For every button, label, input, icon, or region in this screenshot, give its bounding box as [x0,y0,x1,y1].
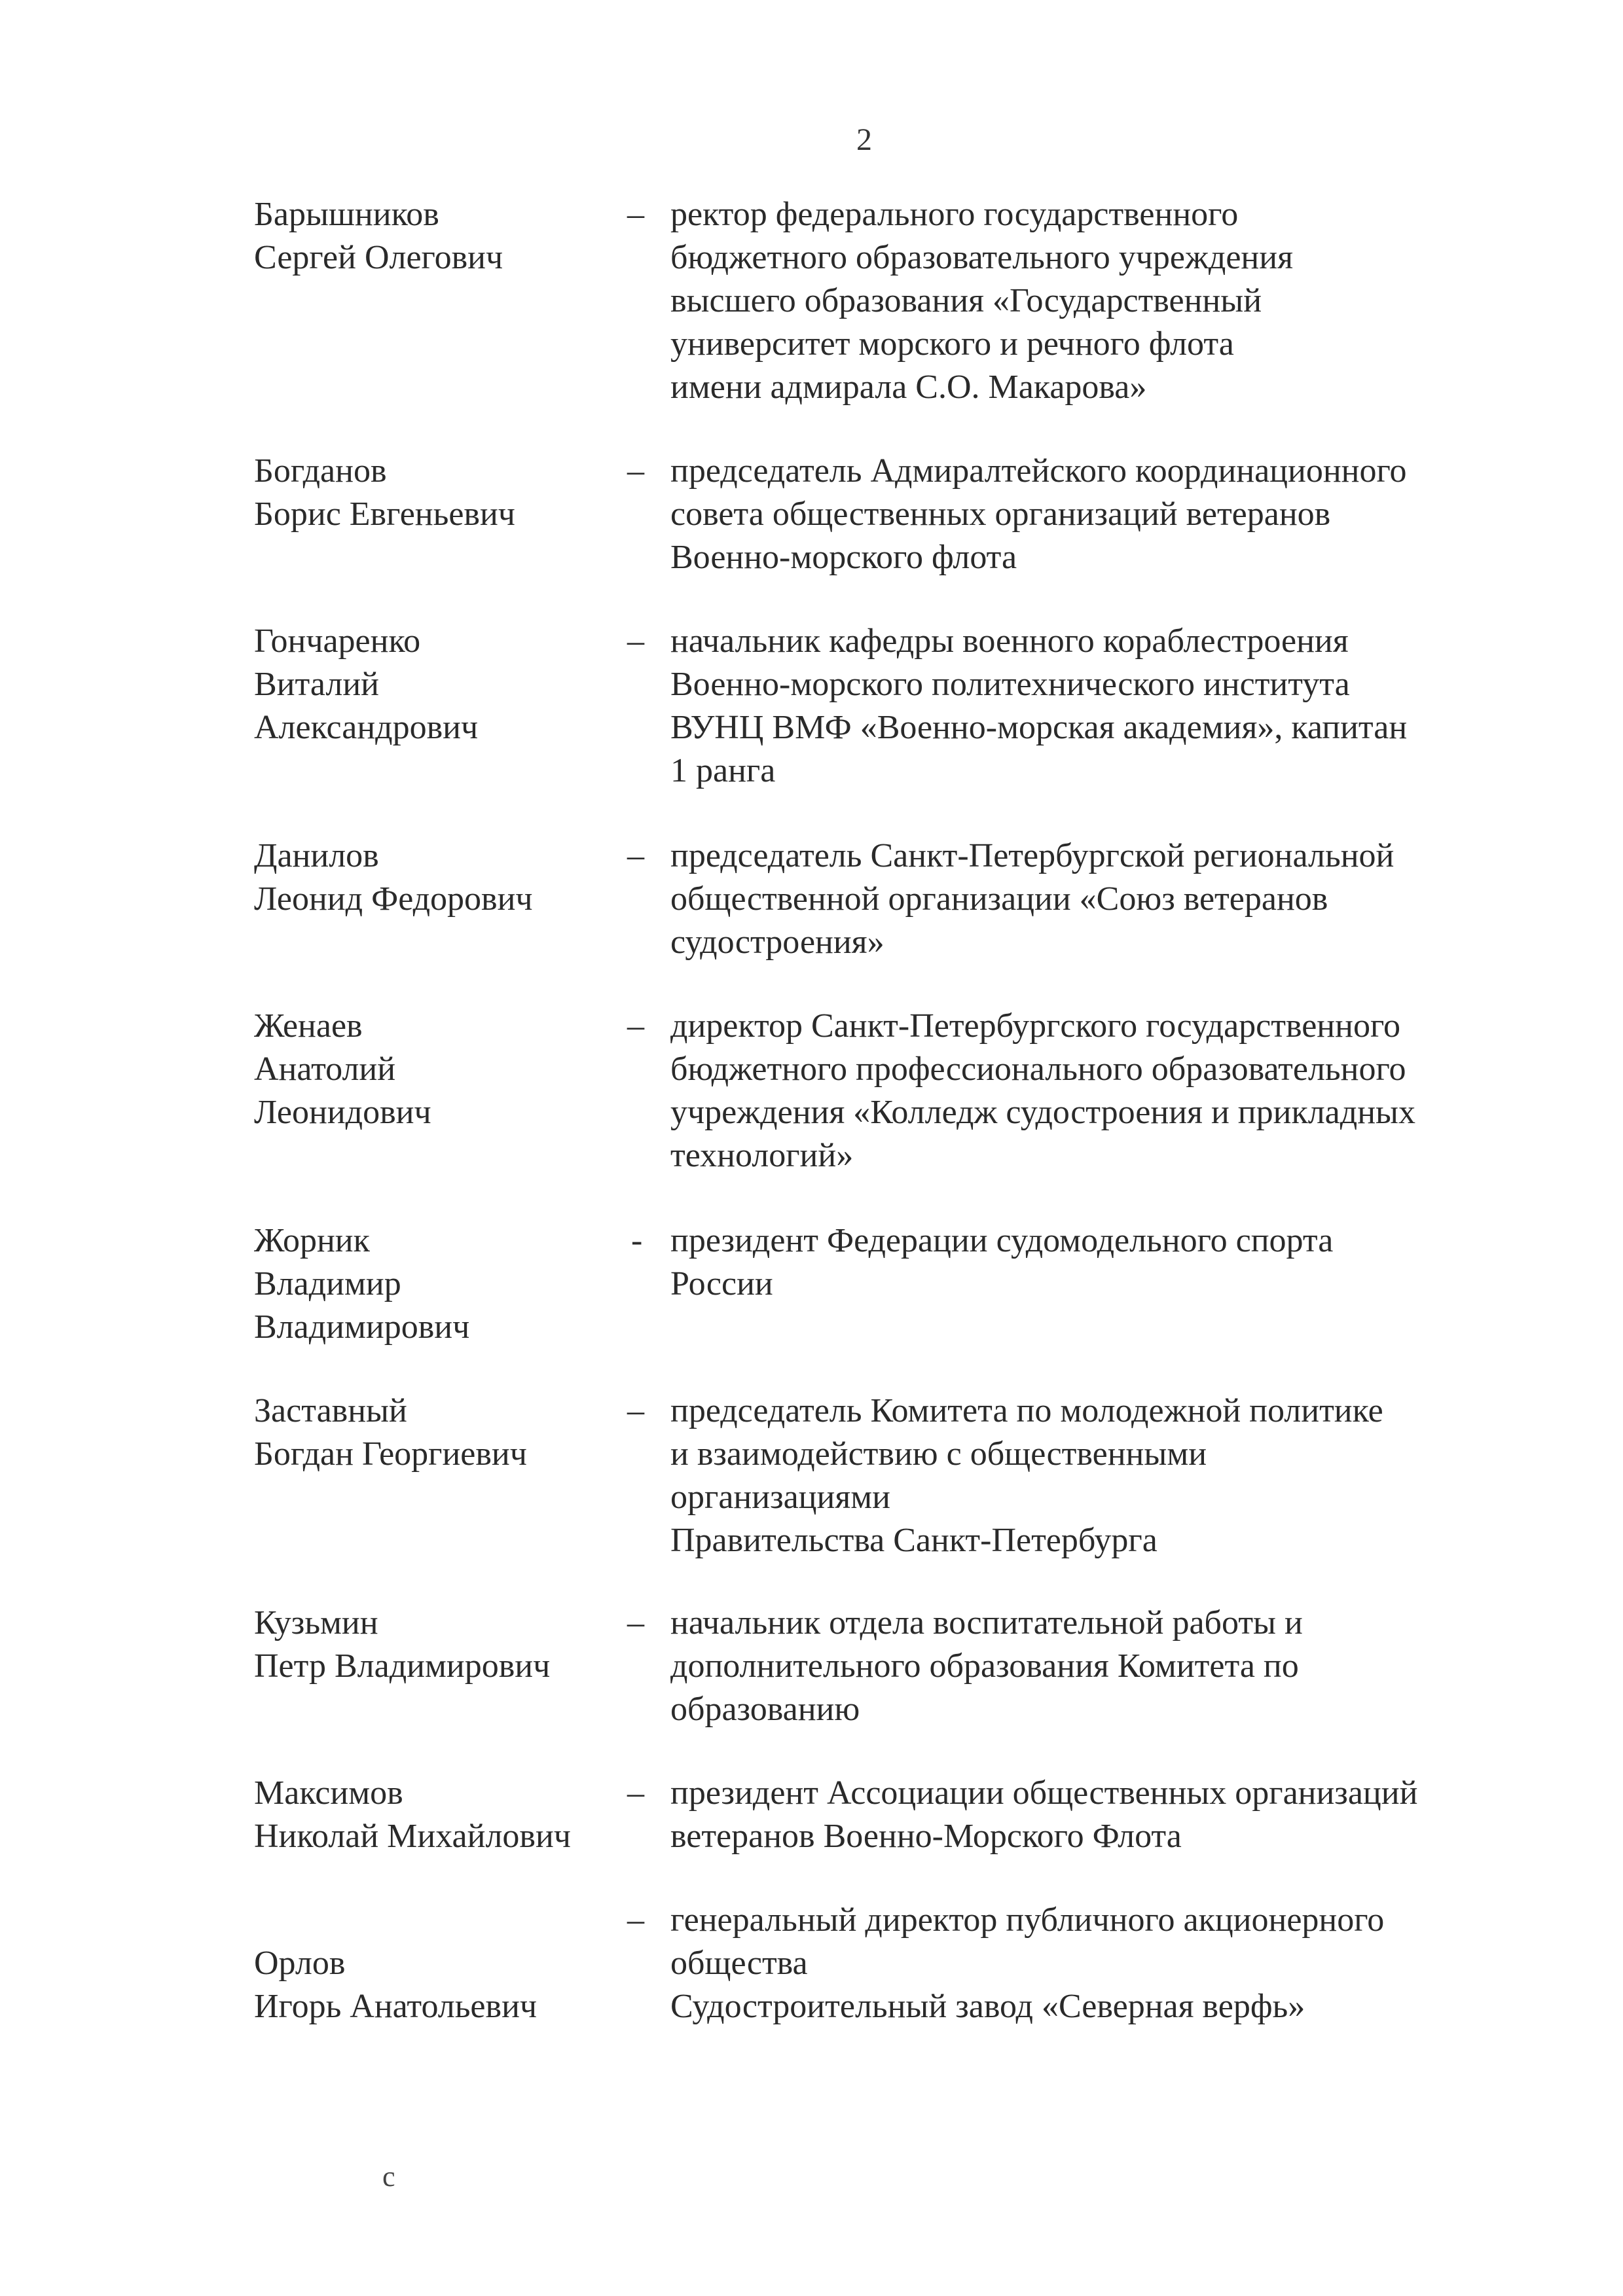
page-number: 2 [856,122,872,157]
position-line: Военно-морского флота [670,539,1017,576]
separator-dash: – [627,837,644,874]
name-line: Барышников [254,196,439,233]
member-position [670,1390,1522,1562]
name-line: Виталий [254,666,380,703]
position-line: высшего образования «Государственный [670,282,1262,319]
member-position [670,834,1522,964]
member-name [254,1005,621,1134]
member-name [254,1602,621,1688]
position-line: ВУНЦ ВМФ «Военно-морская академия», капитан [670,709,1408,746]
position-line: и взаимодействию с общественными [670,1435,1207,1473]
member-name [254,620,621,749]
member-name [254,193,621,279]
name-line: Женаев [254,1007,363,1045]
position-line: организациями [670,1479,890,1516]
separator-dash: – [627,1901,644,1939]
separator-dash: – [627,622,644,660]
position-line: общества [670,1945,808,1982]
position-line: имени адмирала С.О. Макарова» [670,368,1147,406]
position-line: учреждения «Колледж судостроения и прикладных [670,1094,1415,1131]
position-line: президент Ассоциации общественных организаций [670,1774,1418,1812]
member-name [254,450,621,536]
name-line: Кузьмин [254,1604,378,1641]
name-line: Игорь Анатольевич [254,1988,538,2025]
position-line: 1 ранга [670,752,776,789]
position-line: председатель Адмиралтейского координационного [670,452,1407,490]
member-name [254,1772,621,1858]
member-position [670,1772,1522,1858]
name-line: Петр Владимирович [254,1647,551,1685]
name-line: Максимов [254,1774,403,1812]
name-line: Владимир [254,1265,401,1302]
position-line: университет морского и речного флота [670,325,1234,363]
position-line: судостроения» [670,924,884,961]
name-line: Сергей Олегович [254,239,503,276]
name-line: Леонид Федорович [254,880,533,918]
member-position [670,450,1522,579]
position-line: дополнительного образования Комитета по [670,1647,1299,1685]
separator-dash: – [627,1604,644,1641]
name-line: Богданов [254,452,387,490]
position-line: председатель Комитета по молодежной политике [670,1392,1383,1429]
separator-dash: – [627,1007,644,1045]
position-line: начальник отдела воспитательной работы и [670,1604,1303,1641]
position-line: технологий» [670,1137,854,1174]
member-position [670,1005,1522,1177]
position-line: совета общественных организаций ветеранов [670,495,1331,533]
separator-dash: – [627,1774,644,1812]
position-line: Правительства Санкт-Петербурга [670,1522,1158,1559]
position-line: Судостроительный завод «Северная верфь» [670,1988,1305,2025]
member-name [254,834,621,921]
name-line: Борис Евгеньевич [254,495,515,533]
position-line: директор Санкт-Петербургского государственного [670,1007,1400,1045]
position-line: Военно-морского политехнического института [670,666,1350,703]
name-line: Владимирович [254,1308,470,1346]
separator-dash: - [631,1222,643,1259]
member-name [254,1942,621,2028]
position-line: ветеранов Военно-Морского Флота [670,1818,1182,1855]
member-position [670,193,1522,409]
name-line: Орлов [254,1945,346,1982]
position-line: ректор федерального государственного [670,196,1239,233]
name-line: Жорник [254,1222,370,1259]
member-name [254,1390,621,1476]
name-line: Гончаренко [254,622,421,660]
member-position [670,620,1522,793]
name-line: Богдан Георгиевич [254,1435,527,1473]
member-position [670,1899,1522,2028]
member-position [670,1219,1522,1306]
position-line: начальник кафедры военного кораблестроения [670,622,1349,660]
name-line: Александрович [254,709,479,746]
name-line: Данилов [254,837,379,874]
name-line: Заставный [254,1392,407,1429]
position-line: президент Федерации судомодельного спорта [670,1222,1334,1259]
position-line: генеральный директор публичного акционерного [670,1901,1385,1939]
member-name [254,1219,621,1349]
member-position [670,1602,1522,1731]
name-line: Леонидович [254,1094,431,1131]
position-line: бюджетного профессионального образовательного [670,1050,1406,1088]
separator-dash: – [627,1392,644,1429]
name-line: Николай Михайлович [254,1818,571,1855]
stray-mark: c [382,2161,395,2193]
separator-dash: – [627,452,644,490]
position-line: бюджетного образовательного учреждения [670,239,1294,276]
position-line: России [670,1265,773,1302]
name-line: Анатолий [254,1050,396,1088]
position-line: общественной организации «Союз ветеранов [670,880,1328,918]
position-line: председатель Санкт-Петербургской региональной [670,837,1395,874]
position-line: образованию [670,1691,860,1728]
separator-dash: – [627,196,644,233]
